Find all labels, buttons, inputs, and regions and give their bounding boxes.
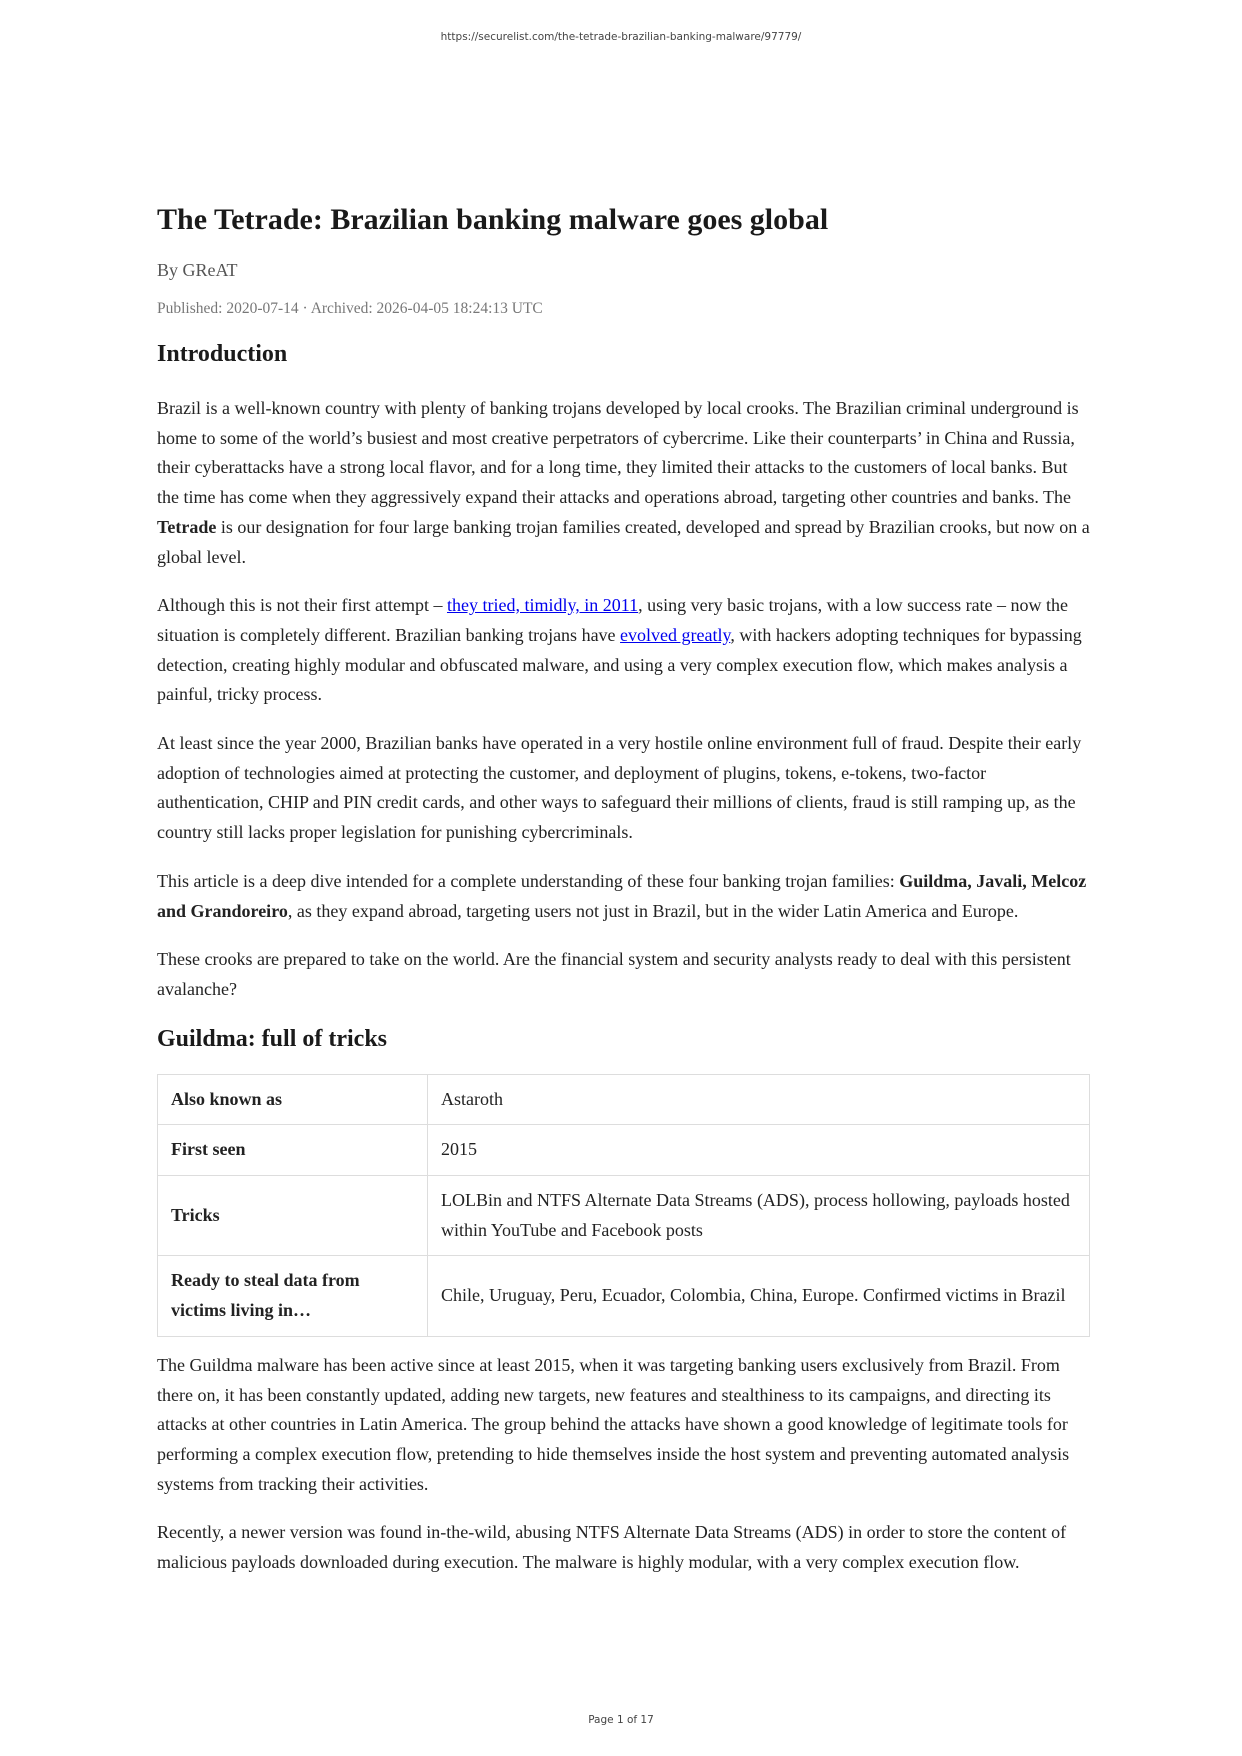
text: Although this is not their first attempt – bbox=[157, 595, 447, 616]
link-evolved-greatly[interactable]: evolved greatly bbox=[620, 624, 731, 645]
byline: By GReAT bbox=[157, 260, 238, 280]
row-value: Astaroth bbox=[428, 1074, 1090, 1125]
row-key: First seen bbox=[158, 1125, 428, 1176]
row-key: Ready to steal data from victims living in… bbox=[158, 1256, 428, 1336]
text: Brazil is a well-known country with plenty of banking trojans developed by local crooks. The Brazilian criminal underground is home to some of the world’s busiest and most creative perpetrators of cybercrime. Like their counterparts’ in China and Russia, their cyberattacks have a strong local flavor, and for a long time, they limited their attacks to the customers of local banks. But the time has come when they aggressively expand their attacks and operations abroad, targeting other countries and banks. The bbox=[157, 398, 1079, 508]
row-value: 2015 bbox=[428, 1125, 1090, 1176]
table-row bbox=[158, 1256, 1090, 1336]
section-heading-introduction: Introduction bbox=[157, 341, 288, 367]
paragraph: These crooks are prepared to take on the world. Are the financial system and security analysts ready to deal with this persistent avalanche? bbox=[157, 949, 1071, 999]
paragraph bbox=[157, 867, 1091, 926]
page-number: Page 1 of 17 bbox=[588, 1714, 654, 1726]
section-heading-guildma: Guildma: full of tricks bbox=[157, 1025, 388, 1052]
bold-term: Tetrade bbox=[157, 516, 217, 537]
paragraph: At least since the year 2000, Brazilian banks have operated in a very hostile online environment full of fraud. Despite their early adoption of technologies aimed at protecting the customer, and deployment of plugins, tokens, e-tokens, two-factor authentication, CHIP and PIN credit cards, and other ways to safeguard their millions of clients, fraud is still ramping up, as the country still lacks proper legislation for punishing cybercriminals. bbox=[157, 733, 1082, 843]
article-title: The Tetrade: Brazilian banking malware goes global bbox=[157, 203, 829, 236]
paragraph: The Guildma malware has been active since at least 2015, when it was targeting banking users exclusively from Brazil. From there on, it has been constantly updated, adding new targets, new features and stealthiness to its campaigns, and directing its attacks at other countries in Latin America. The group behind the attacks have shown a good knowledge of legitimate tools for performing a complex execution flow, pretending to hide themselves inside the host system and preventing automated analysis systems from tracking their activities. bbox=[157, 1354, 1070, 1494]
table-row bbox=[158, 1125, 1090, 1176]
article bbox=[157, 200, 1091, 1578]
table-row bbox=[158, 1074, 1090, 1125]
paragraph: Recently, a newer version was found in-the-wild, abusing NTFS Alternate Data Streams (ADS) in order to store the content of malicious payloads downloaded during execution. The malware is highly modular, with a very complex execution flow. bbox=[157, 1522, 1067, 1573]
publish-meta: Published: 2020-07-14 · Archived: 2026-04-05 18:24:13 UTC bbox=[157, 300, 543, 317]
page-url: https://securelist.com/the-tetrade-brazilian-banking-malware/97779/ bbox=[440, 31, 802, 43]
table-row bbox=[158, 1176, 1090, 1256]
text: This article is a deep dive intended for a complete understanding of these four banking trojan families: bbox=[157, 870, 900, 891]
text: is our designation for four large banking trojan families created, developed and spread by Brazilian crooks, but now on a global level. bbox=[157, 516, 1090, 567]
row-value: Chile, Uruguay, Peru, Ecuador, Colombia, China, Europe. Confirmed victims in Brazil bbox=[428, 1256, 1090, 1336]
bold-term: Guildma, Javali, Melcoz and Grandoreiro bbox=[157, 870, 1087, 921]
paragraph bbox=[157, 394, 1091, 572]
text: , with hackers adopting techniques for bypassing detection, creating highly modular and obfuscated malware, and using a very complex execution flow, which makes analysis a painful, tricky process. bbox=[157, 624, 1082, 705]
text: , using very basic trojans, with a low success rate – now the situation is completely different. Brazilian banking trojans have bbox=[157, 595, 1069, 645]
guildma-info-table bbox=[157, 1074, 1090, 1337]
text: , as they expand abroad, targeting users not just in Brazil, but in the wider Latin America and Europe. bbox=[287, 900, 1019, 921]
row-key: Also known as bbox=[158, 1074, 428, 1125]
paragraph bbox=[157, 591, 1091, 710]
link-tried-2011[interactable]: they tried, timidly, in 2011 bbox=[446, 595, 639, 616]
row-key: Tricks bbox=[158, 1176, 428, 1256]
row-value: LOLBin and NTFS Alternate Data Streams (ADS), process hollowing, payloads hosted within YouTube and Facebook posts bbox=[428, 1176, 1090, 1256]
